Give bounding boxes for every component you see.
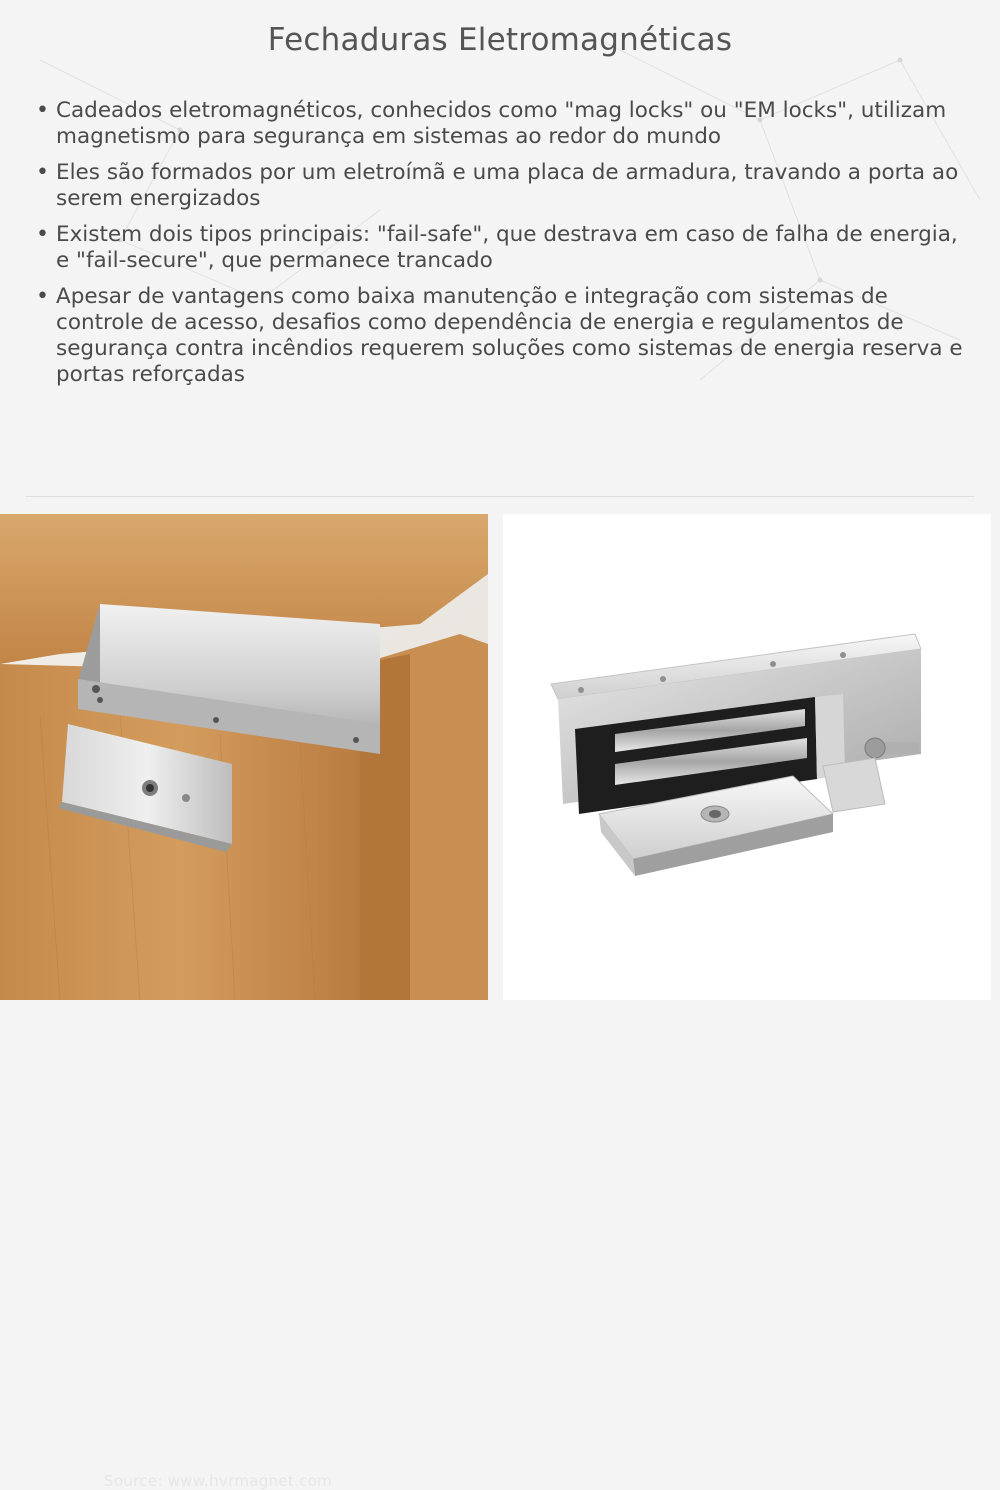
bullet-item bbox=[32, 98, 972, 150]
bullet-text: Apesar de vantagens como baixa manutenção e integração com sistemas de controle de acesso, desafios como dependência de energia e regulamentos de segurança contra incêndios requerem soluções como sistemas de energia reserva e portas reforçadas bbox=[56, 284, 963, 387]
bullet-item bbox=[32, 284, 972, 388]
bullet-text: Eles são formados por um eletroímã e uma placa de armadura, travando a porta ao serem energizados bbox=[56, 160, 959, 211]
bullet-list bbox=[32, 98, 972, 398]
bullet-item bbox=[32, 160, 972, 212]
bullet-marker: • bbox=[36, 284, 49, 309]
bullet-marker: • bbox=[36, 98, 49, 123]
bullet-text: Cadeados eletromagnéticos, conhecidos como "mag locks" ou "EM locks", utilizam magnetismo para segurança em sistemas ao redor do mundo bbox=[56, 98, 947, 149]
section-divider bbox=[26, 496, 974, 497]
door-maglock-image bbox=[0, 514, 488, 1490]
maglock-product-image bbox=[503, 514, 991, 1000]
bullet-text: Existem dois tipos principais: "fail-safe", que destrava em caso de falha de energia, e "fail-secure", que permanece trancado bbox=[56, 222, 958, 273]
bullet-marker: • bbox=[36, 222, 49, 247]
page-title: Fechaduras Eletromagnéticas bbox=[267, 22, 733, 58]
bullet-item bbox=[32, 222, 972, 274]
bullet-marker: • bbox=[36, 160, 49, 185]
image-source-caption: Source: www.hvrmagnet.com bbox=[104, 1472, 333, 1490]
